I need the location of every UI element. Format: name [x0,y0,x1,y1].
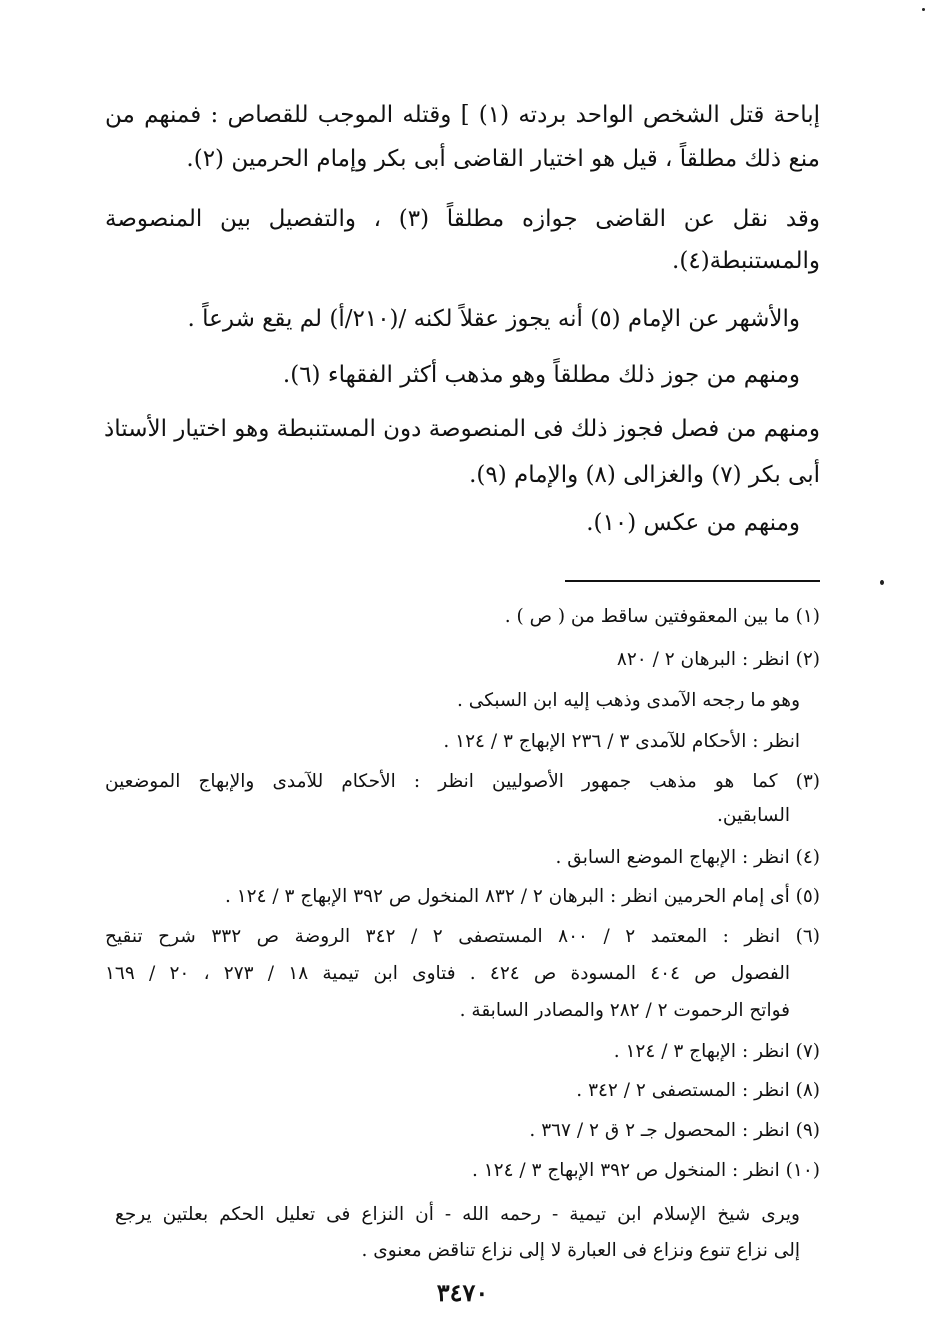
footnote-10: (١٠) انظر : المنخول ص ٣٩٢ الإبهاج ٣ / ١٢٤ . [471,1160,820,1181]
footnote-2-line-3: انظر : الأحكام للآمدى ٣ / ٢٣٦ الإبهاج ٣ / ١٢٤ . [443,731,800,752]
page-number: ٣٤٧٠ [436,1278,489,1307]
body-line-6: ومنهم من جوز ذلك مطلقاً وهو مذهب أكثر الفقهاء (٦). [282,362,800,388]
body-line-1: إباحة قتل الشخص الواحد بردته (١) ] وقتله الموجب للقصاص : فمنهم من [105,102,820,128]
footnote-6-line-3: فواتح الرحموت ٢ / ٢٨٢ والمصادر السابقة . [459,1000,790,1021]
footnote-10-line-2: ويرى شيخ الإسلام ابن تيمية - رحمه الله - أن النزاع فى تعليل الحكم بعلتين يرجع [115,1204,800,1225]
footnote-3-line-2: السابقين. [717,805,790,826]
body-line-4: والمستنبطة(٤). [672,248,820,274]
body-line-7: ومنهم من فصل فجوز ذلك فى المنصوصة دون المستنبطة وهو اختيار الأستاذ [104,416,820,442]
footnote-1: (١) ما بين المعقوفتين ساقط من ( ص ) . [504,606,820,627]
body-line-5: والأشهر عن الإمام (٥) أنه يجوز عقلاً لكنه /(٢١٠/أ) لم يقع شرعاً . [187,306,800,332]
footnote-5: (٥) أى إمام الحرمين انظر : البرهان ٢ / ٨٣٢ المنخول ص ٣٩٢ الإبهاج ٣ / ١٢٤ . [224,886,820,907]
footnote-2-line-2: وهو ما رجحه الآمدى وذهب إليه ابن السبكى . [457,690,800,711]
footnote-3: (٣) كما هو مذهب جمهور الأصوليين انظر : الأحكام للآمدى والإبهاج الموضعين [105,771,820,792]
body-line-8: أبى بكر (٧) والغزالى (٨) والإمام (٩). [469,462,820,488]
body-line-2: منع ذلك مطلقاً ، قيل هو اختيار القاضى أبى بكر وإمام الحرمين (٢). [186,146,820,172]
footnote-2: (٢) انظر : البرهان ٢ / ٨٢٠ [616,649,820,670]
footnote-10-line-3: إلى نزاع تنوع ونزاع فى العبارة لا إلى نزاع تناقض معنوى . [361,1240,800,1261]
footnote-6: (٦) انظر : المعتمد ٢ / ٨٠٠ المستصفى ٢ / ٣٤٢ الروضة ص ٣٣٢ شرح تنقيح [105,926,820,947]
body-line-9: ومنهم من عكس (١٠). [586,510,800,536]
body-line-3: وقد نقل عن القاضى جوازه مطلقاً (٣) ، والتفصيل بين المنصوصة [105,206,820,232]
footnote-4: (٤) انظر : الإبهاج الموضع السابق . [555,847,820,868]
footnote-6-line-2: الفصول ص ٤٠٤ المسودة ص ٤٢٤ . فتاوى ابن تيمية ١٨ / ٢٧٣ ، ٢٠ / ١٦٩ [105,963,790,984]
scan-speck [880,580,884,585]
footnote-separator [565,580,820,582]
footnote-9: (٩) انظر : المحصول جـ ٢ ق ٢ / ٣٦٧ . [529,1120,820,1141]
footnote-7: (٧) انظر : الإبهاج ٣ / ١٢٤ . [613,1041,820,1062]
footnote-8: (٨) انظر : المستصفى ٢ / ٣٤٢ . [576,1080,820,1101]
